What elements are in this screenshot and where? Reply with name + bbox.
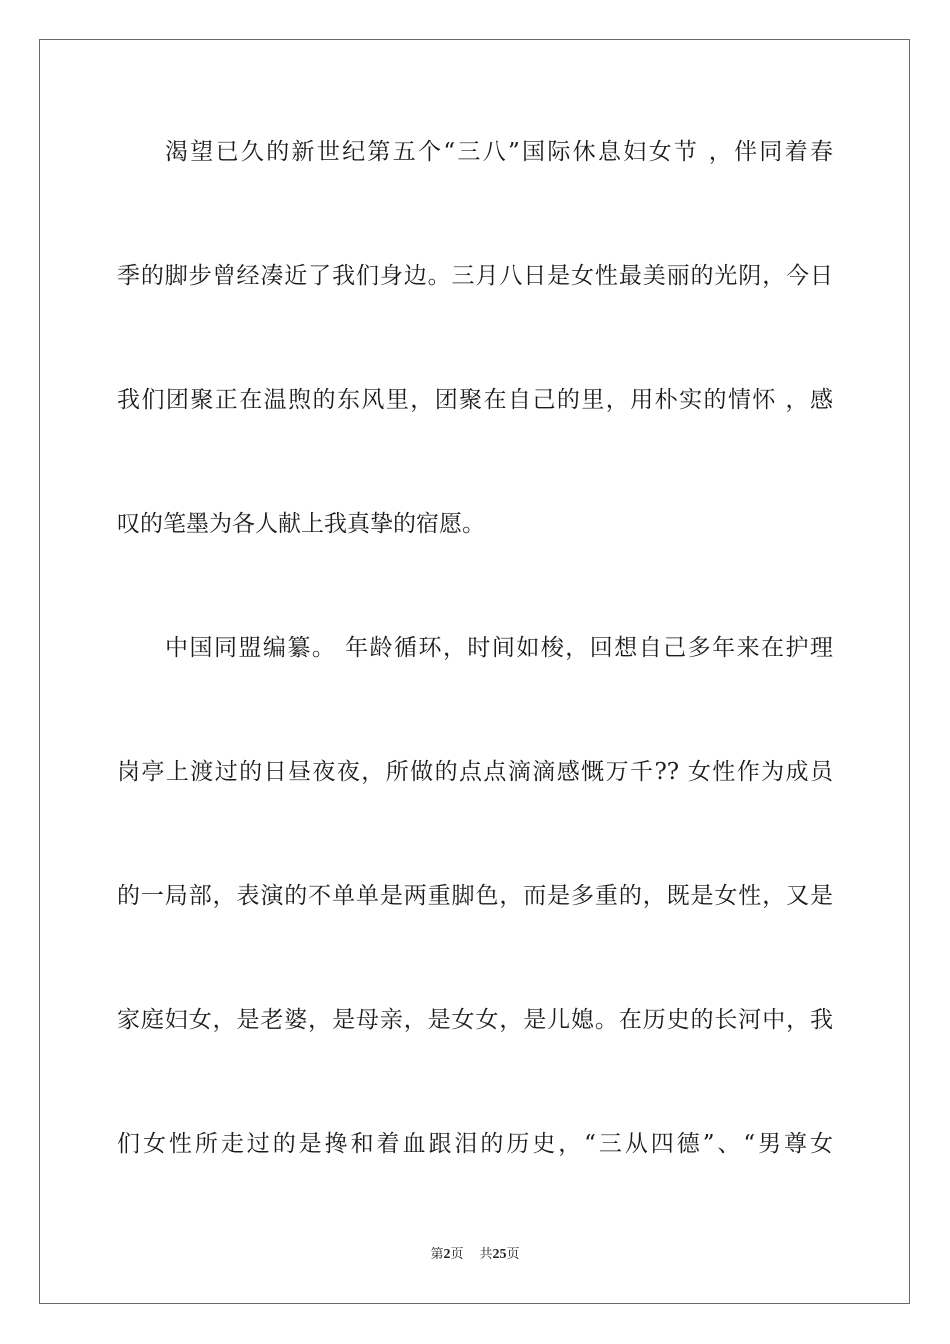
paragraph-2-line-1: 中国同盟编纂。 年龄循环，时间如梭，回想自己多年来在护理: [165, 635, 833, 661]
paragraph-2-line-2: 岗亭上渡过的日昼夜夜，所做的点点滴滴感慨万千?? 女性作为成员: [117, 759, 833, 785]
total-suffix: 页: [506, 1247, 520, 1262]
paragraph-1-line-4: 叹的笔墨为各人献上我真挚的宿愿。: [117, 511, 485, 537]
page-suffix: 页: [450, 1247, 464, 1262]
paragraph-2-line-3: 的一局部，表演的不单单是两重脚色，而是多重的，既是女性，又是: [117, 883, 833, 909]
paragraph-2-line-4: 家庭妇女，是老婆，是母亲，是女女，是儿媳。在历史的长河中，我: [117, 1007, 833, 1033]
paragraph-2-line-5: 们女性所走过的是搀和着血跟泪的历史，“三从四德”、“男尊女: [117, 1131, 833, 1157]
total-pages: 25: [492, 1247, 507, 1262]
page-border: [39, 39, 910, 1304]
paragraph-1-line-3: 我们团聚正在温煦的东风里，团聚在自己的里，用朴实的情怀 ，感: [117, 387, 833, 413]
page-footer: [0, 1246, 950, 1264]
total-prefix: 共: [479, 1247, 493, 1262]
paragraph-1-line-1: 渴望已久的新世纪第五个“三八”国际休息妇女节 ，伴同着春: [165, 139, 833, 165]
page-prefix: 第: [430, 1247, 444, 1262]
paragraph-1-line-2: 季的脚步曾经凑近了我们身边。三月八日是女性最美丽的光阴，今日: [117, 263, 833, 289]
page-number: 2: [443, 1247, 451, 1262]
